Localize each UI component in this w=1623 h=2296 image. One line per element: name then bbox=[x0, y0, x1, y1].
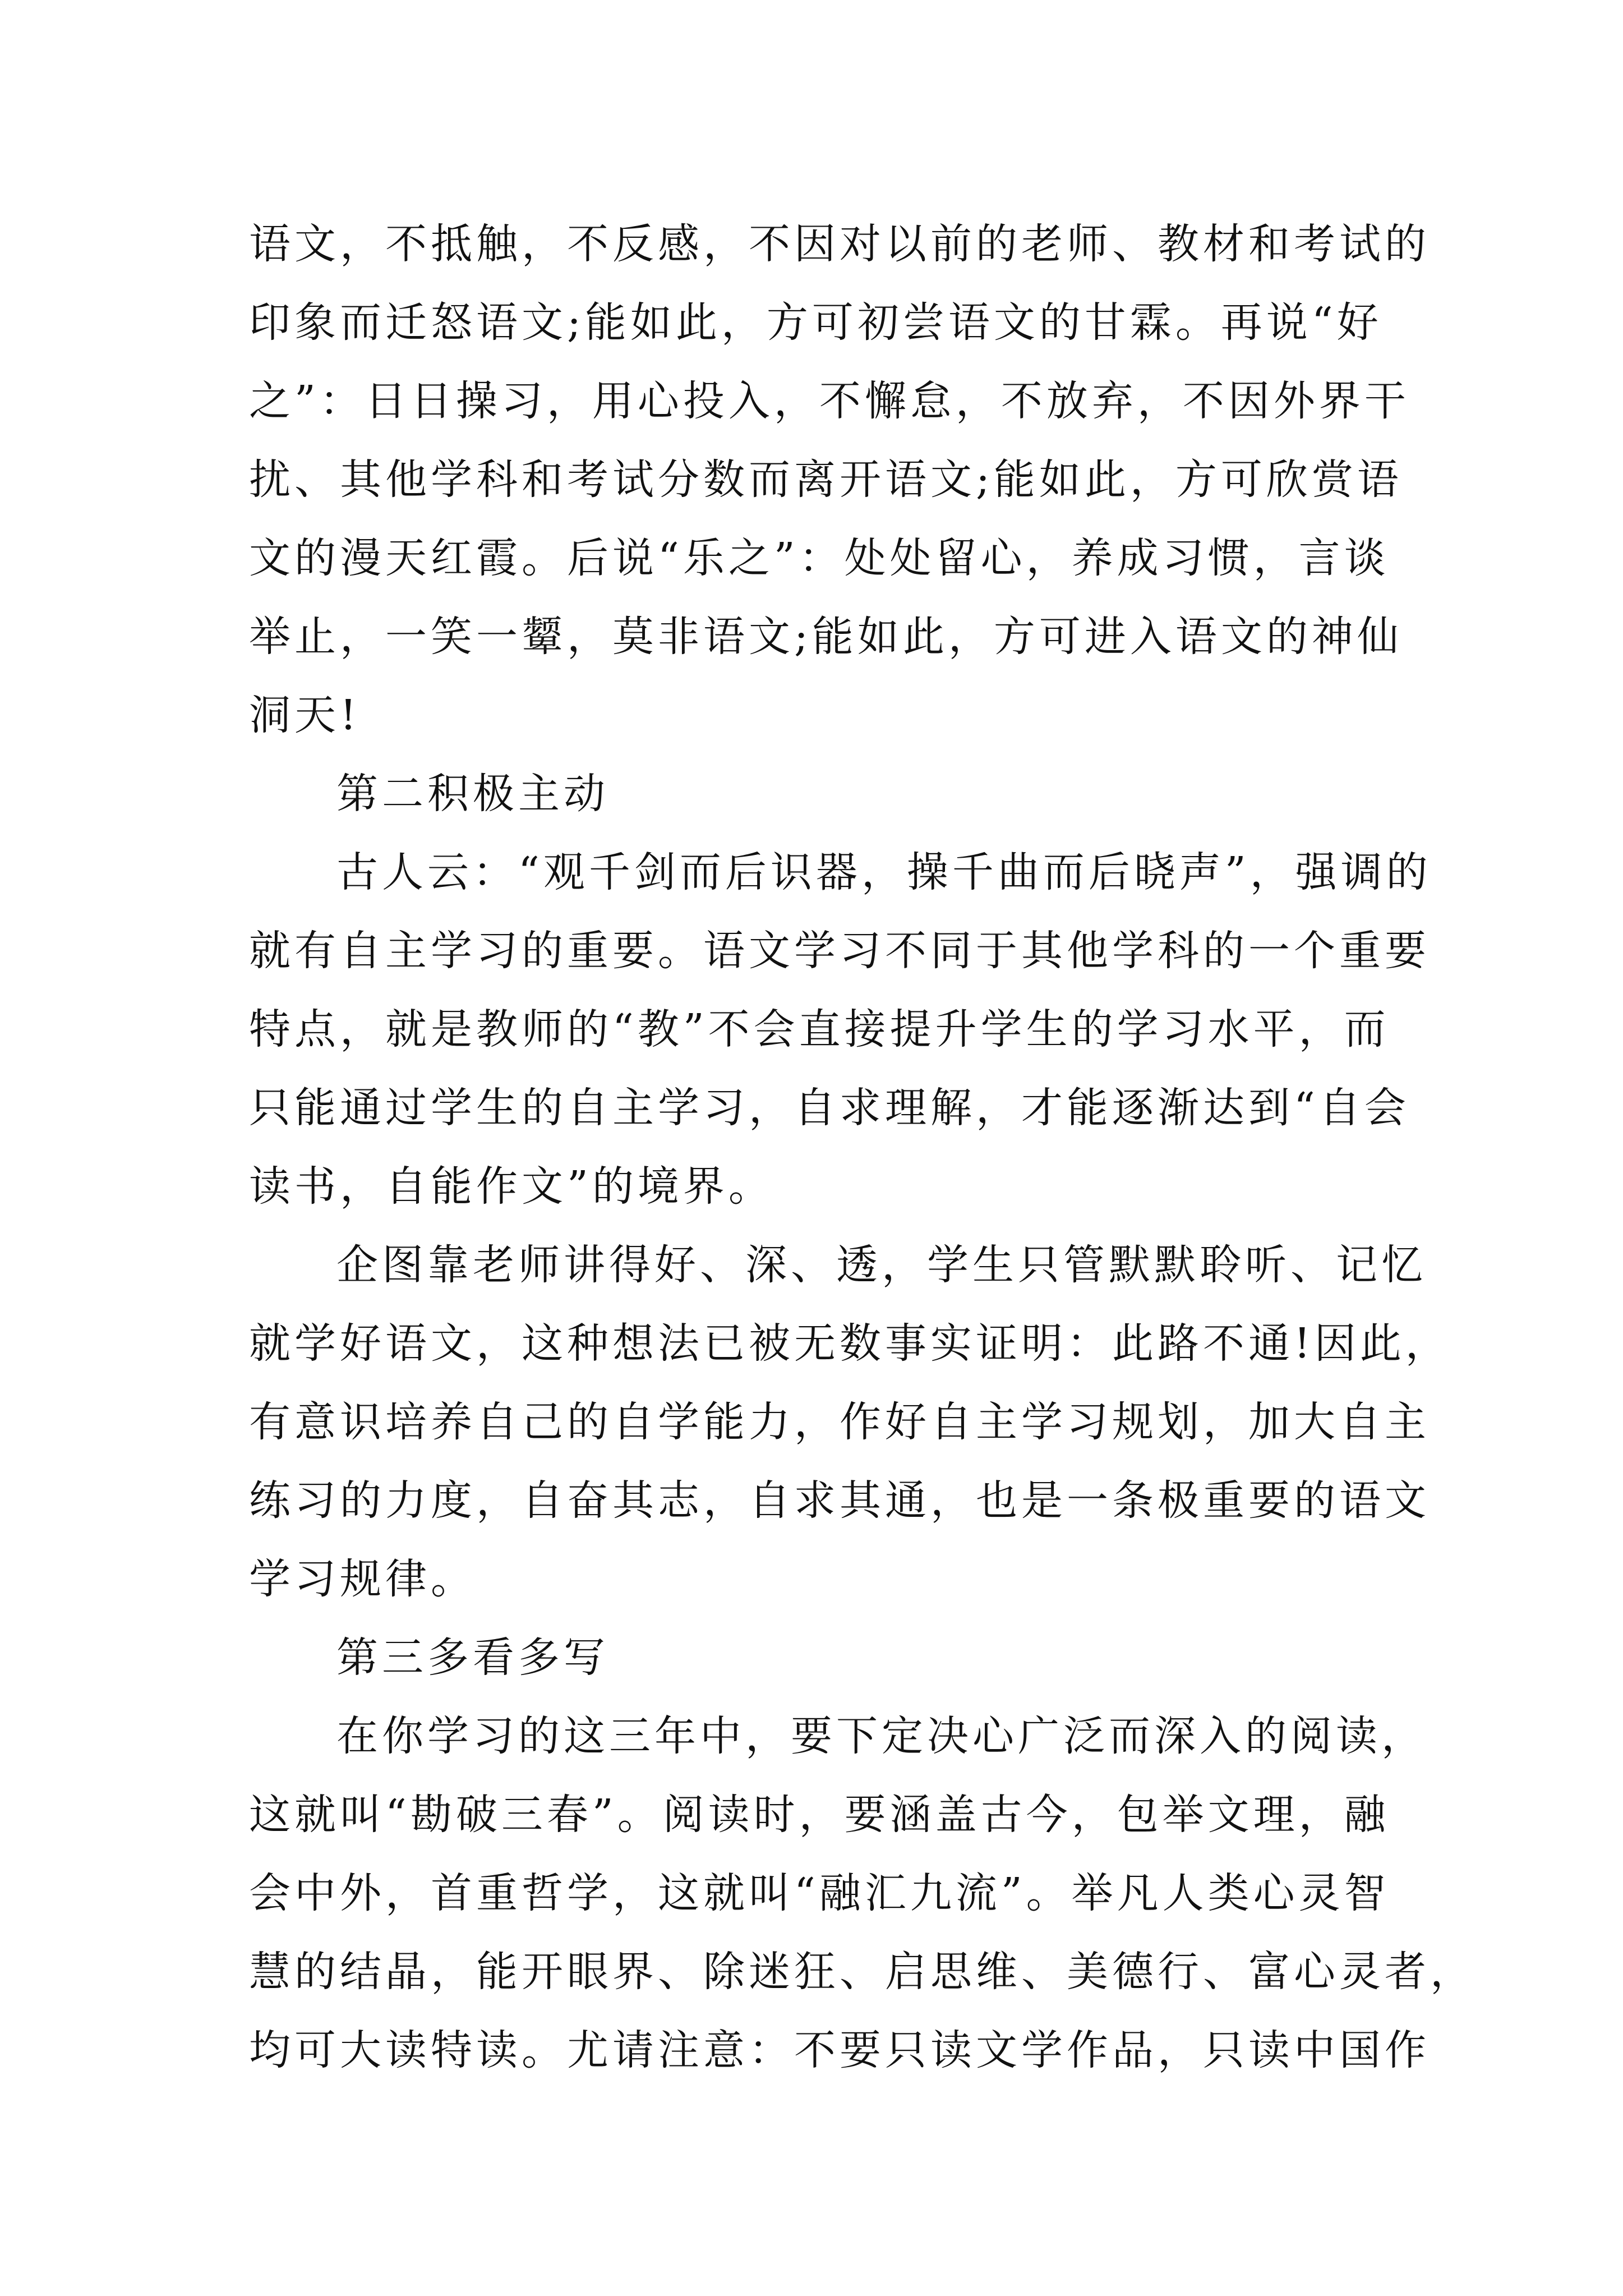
text-line: 练习的力度，自奋其志，自求其通，也是一条极重要的语文 bbox=[249, 1476, 1430, 1525]
text-line: 均可大读特读。尤请注意：不要只读文学作品，只读中国作 bbox=[249, 2026, 1430, 2074]
body-text bbox=[249, 205, 1476, 2090]
text-line: 企图靠老师讲得好、深、透，学生只管默默聆听、记忆 bbox=[336, 1241, 1427, 1289]
text-line: 印象而迁怒语文;能如此，方可初尝语文的甘霖。再说“好 bbox=[249, 298, 1382, 347]
text-line: 文的漫天红霞。后说“乐之”：处处留心，养成习惯，言谈 bbox=[249, 534, 1390, 582]
text-line: 古人云：“观千剑而后识器，操千曲而后晓声”，强调的 bbox=[336, 848, 1432, 896]
text-line: 扰、其他学科和考试分数而离开语文;能如此，方可欣赏语 bbox=[249, 455, 1403, 504]
section-heading: 第三多看多写 bbox=[336, 1634, 609, 1682]
text-line: 特点，就是教师的“教”不会直接提升学生的学习水平，而 bbox=[249, 1005, 1390, 1053]
text-line: 慧的结晶，能开眼界、除迷狂、启思维、美德行、富心灵者， bbox=[249, 1948, 1476, 1996]
text-line: 语文，不抵触，不反感，不因对以前的老师、教材和考试的 bbox=[249, 220, 1430, 268]
text-line: 在你学习的这三年中，要下定决心广泛而深入的阅读， bbox=[336, 1712, 1427, 1760]
text-line: 就学好语文，这种想法已被无数事实证明：此路不通!因此， bbox=[249, 1319, 1451, 1368]
text-line: 之”：日日操习，用心投入，不懈怠，不放弃，不因外界干 bbox=[249, 377, 1410, 425]
text-line: 洞天! bbox=[249, 691, 361, 739]
section-heading: 第二积极主动 bbox=[336, 770, 609, 818]
text-line: 举止，一笑一颦，莫非语文;能如此，方可进入语文的神仙 bbox=[249, 613, 1403, 661]
text-line: 读书，自能作文”的境界。 bbox=[249, 1162, 774, 1211]
text-line: 这就叫“勘破三春”。阅读时，要涵盖古今，包举文理，融 bbox=[249, 1791, 1390, 1839]
text-line: 就有自主学习的重要。语文学习不同于其他学科的一个重要 bbox=[249, 927, 1430, 975]
text-line: 有意识培养自己的自学能力，作好自主学习规划，加大自主 bbox=[249, 1398, 1430, 1446]
text-line: 学习规律。 bbox=[249, 1555, 476, 1603]
text-line: 只能通过学生的自主学习，自求理解，才能逐渐达到“自会 bbox=[249, 1084, 1410, 1132]
text-line: 会中外，首重哲学，这就叫“融汇九流”。举凡人类心灵智 bbox=[249, 1869, 1390, 1917]
